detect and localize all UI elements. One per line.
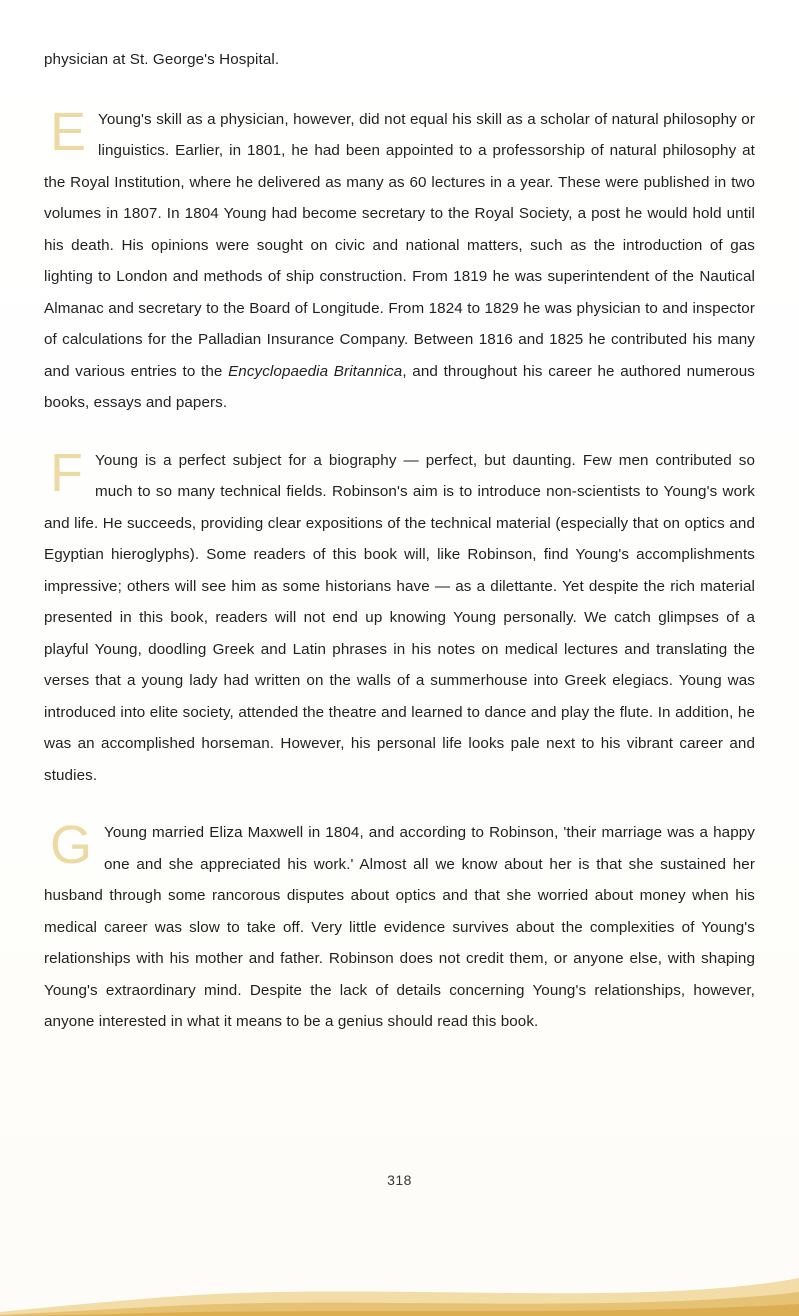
paragraph-e-text-after: , and throughout his career he authored numerous books, essays and papers. xyxy=(44,362,755,411)
paragraph-e xyxy=(44,101,755,419)
paragraph-g: Young married Eliza Maxwell in 1804, and according to Robinson, 'their marriage was a happy one and she appreciated his work.' Almost all we know about her is that she sustained her husband through some rancorous disputes about optics and that she worried about money when his medical career was slow to take off. Very little evidence survives about the complexities of Young's relationships with his mother and father. Robinson does not credit them, or anyone else, with shaping Young's extraordinary mind. Despite the lack of details concerning Young's relationships, however, anyone interested in what it means to be a genius should read this book. xyxy=(44,824,755,1030)
text-column xyxy=(44,44,755,1064)
page-number: 318 xyxy=(387,1172,412,1188)
paragraph-f: Young is a perfect subject for a biography — perfect, but daunting. Few men contributed so much to so many technical fields. Robinson's aim is to introduce non-scientists to Young's work and life. He succeeds, providing clear expositions of the technical material (especially that on optics and Egyptian hieroglyphs). Some readers of this book will, like Robinson, find Young's accomplishments impressive; others will see him as some historians have — as a dilettante. Yet despite the rich material presented in this book, readers will not end up knowing Young personally. We catch glimpses of a playful Young, doodling Greek and Latin phrases in his notes on medical lectures and translating the verses that a young lady had written on the walls of a summerhouse into Greek elegiacs. Young was introduced into elite society, attended the theatre and learned to dance and play the flute. In addition, he was an accomplished horseman. However, his personal life looks pale next to his vibrant career and studies. xyxy=(44,451,755,784)
paragraph-block-g xyxy=(44,817,755,1038)
dropcap-letter-f: F xyxy=(50,442,83,503)
dropcap-letter-g: G xyxy=(50,815,93,875)
paragraph-block-e xyxy=(44,101,755,419)
dropcap-letter-e: E xyxy=(50,101,87,162)
paragraph-e-italic-title: Encyclopaedia Britannica xyxy=(228,362,403,380)
decorative-swoosh xyxy=(0,1252,799,1316)
paragraph-e-text-before: Young's skill as a physician, however, did not equal his skill as a scholar of natural philosophy or linguistics. Earlier, in 1801, he had been appointed to a professorship of natural philosophy at the Royal Institution, where he delivered as many as 60 lectures in a year. These were published in two volumes in 1807. In 1804 Young had become secretary to the Royal Society, a post he would hold until his death. His opinions were sought on civic and national matters, such as the introduction of gas lighting to London and methods of ship construction. From 1819 he was superintendent of the Nautical Almanac and secretary to the Board of Longitude. From 1824 to 1829 he was physician to and inspector of calculations for the Palladian Insurance Company. Between 1816 and 1825 he contributed his many and various entries to the xyxy=(44,110,755,380)
paragraph-continued: physician at St. George's Hospital. xyxy=(44,51,280,68)
paragraph-block-f xyxy=(44,442,755,792)
